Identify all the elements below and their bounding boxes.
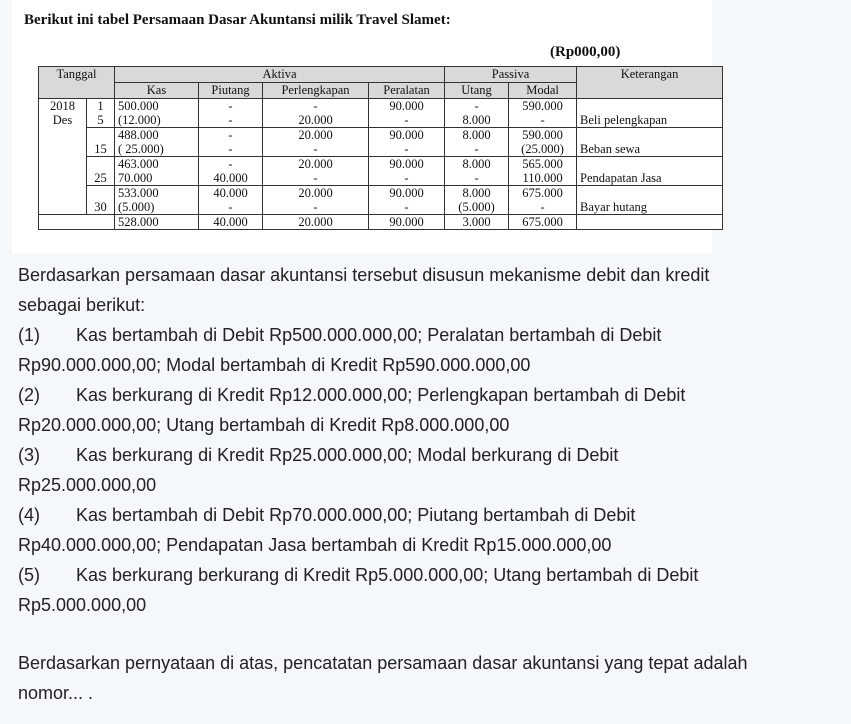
- utang-cell: 8.000: [462, 157, 491, 171]
- modal-cell: 110.000: [522, 171, 563, 185]
- utang-cell: 8.000: [462, 113, 491, 127]
- peralatan-cell: -: [404, 200, 409, 214]
- perlengkapan-cell: -: [313, 99, 318, 113]
- kas-cell: 70.000: [118, 171, 153, 185]
- keterangan-cell: Beli pelengkapan: [577, 99, 723, 128]
- piutang-cell: -: [228, 142, 233, 156]
- table-intro: Berikut ini tabel Persamaan Dasar Akuntansi milik Travel Slamet:: [24, 12, 451, 28]
- perlengkapan-cell: -: [313, 200, 318, 214]
- piutang-cell: -: [228, 200, 233, 214]
- piutang-cell: -: [228, 128, 233, 142]
- piutang-cell: -: [228, 113, 233, 127]
- perlengkapan-cell: 20.000: [298, 128, 333, 142]
- modal-cell: 590.000: [522, 128, 563, 142]
- header-peralatan: Peralatan: [369, 83, 445, 99]
- table-row: [39, 186, 723, 215]
- totals-row: [39, 215, 723, 230]
- perlengkapan-cell: 20.000: [298, 186, 333, 200]
- piutang-cell: 40.000: [213, 186, 248, 200]
- lead-line: sebagai berikut:: [18, 295, 146, 315]
- statement-item: [18, 380, 838, 440]
- statement-text: Kas bertambah di Debit Rp500.000.000,00; Peralatan bertambah di Debit: [76, 325, 662, 345]
- kas-cell: (12.000): [118, 113, 161, 127]
- header-piutang: Piutang: [199, 83, 263, 99]
- statement-text: Kas berkurang di Kredit Rp25.000.000,00; Modal berkurang di Debit: [76, 445, 619, 465]
- statement-item: [18, 320, 838, 380]
- modal-cell: 675.000: [522, 186, 563, 200]
- utang-cell: -: [474, 171, 479, 185]
- keterangan-cell: Pendapatan Jasa: [577, 157, 723, 186]
- statement-item: [18, 440, 838, 500]
- modal-cell: 590.000: [522, 99, 563, 113]
- total-utang: 3.000: [445, 215, 509, 230]
- modal-cell: 565.000: [522, 157, 563, 171]
- peralatan-cell: 90.000: [389, 186, 424, 200]
- keterangan-cell: Bayar hutang: [577, 186, 723, 215]
- perlengkapan-cell: 20.000: [298, 113, 333, 127]
- utang-cell: 8.000: [462, 128, 491, 142]
- question-lead: [18, 260, 838, 320]
- perlengkapan-cell: -: [313, 171, 318, 185]
- day-cell: 25: [87, 157, 115, 186]
- perlengkapan-cell: 20.000: [298, 157, 333, 171]
- modal-cell: -: [540, 113, 545, 127]
- peralatan-cell: 90.000: [389, 128, 424, 142]
- kas-cell: ( 25.000): [118, 142, 164, 156]
- day-cell: 15: [87, 128, 115, 157]
- year-cell: 2018: [50, 99, 75, 113]
- statement-text: Rp40.000.000,00; Pendapatan Jasa bertambah di Kredit Rp15.000.000,00: [18, 535, 612, 555]
- total-modal: 675.000: [509, 215, 577, 230]
- modal-cell: -: [540, 200, 545, 214]
- statement-number: (3): [18, 445, 40, 465]
- table-row: [39, 99, 723, 128]
- kas-cell: 463.000: [118, 157, 159, 171]
- statement-number: (5): [18, 565, 40, 585]
- currency-unit: (Rp000,00): [550, 44, 621, 60]
- kas-cell: 500.000: [118, 99, 159, 113]
- table-row: [39, 157, 723, 186]
- statement-text: Kas bertambah di Debit Rp70.000.000,00; Piutang bertambah di Debit: [76, 505, 636, 525]
- piutang-cell: -: [228, 157, 233, 171]
- piutang-cell: -: [228, 99, 233, 113]
- kas-cell: (5.000): [118, 200, 155, 214]
- closing-line: Berdasarkan pernyataan di atas, pencatatan persamaan dasar akuntansi yang tepat adalah: [18, 653, 748, 673]
- modal-cell: (25.000): [521, 142, 564, 156]
- statement-text: Rp90.000.000,00; Modal bertambah di Kredit Rp590.000.000,00: [18, 355, 531, 375]
- statement-number: (1): [18, 325, 40, 345]
- day-cell: 30: [87, 186, 115, 215]
- kas-cell: 533.000: [118, 186, 159, 200]
- closing-line: nomor... .: [18, 683, 94, 703]
- table-row: [39, 128, 723, 157]
- statement-text: Rp5.000.000,00: [18, 595, 147, 615]
- total-piutang: 40.000: [199, 215, 263, 230]
- peralatan-cell: 90.000: [389, 157, 424, 171]
- statement-number: (4): [18, 505, 40, 525]
- lead-line: Berdasarkan persamaan dasar akuntansi tersebut disusun mekanisme debit dan kredit: [18, 265, 710, 285]
- statement-text: Rp25.000.000,00: [18, 475, 157, 495]
- statement-text: Kas berkurang berkurang di Kredit Rp5.000.000,00; Utang bertambah di Debit: [76, 565, 699, 585]
- statement-list: [18, 320, 838, 620]
- peralatan-cell: 90.000: [389, 99, 424, 113]
- header-modal: Modal: [509, 83, 577, 99]
- header-utang: Utang: [445, 83, 509, 99]
- total-kas: 528.000: [115, 215, 199, 230]
- piutang-cell: 40.000: [213, 171, 248, 185]
- peralatan-cell: -: [404, 113, 409, 127]
- header-tanggal: Tanggal: [39, 67, 115, 99]
- statement-item: [18, 500, 838, 560]
- day-cell: 5: [97, 113, 104, 127]
- total-perlengkapan: 20.000: [263, 215, 369, 230]
- statement-text: Kas berkurang di Kredit Rp12.000.000,00; Perlengkapan bertambah di Debit: [76, 385, 686, 405]
- header-kas: Kas: [115, 83, 199, 99]
- question-closing: [18, 648, 838, 708]
- header-passiva: Passiva: [445, 67, 577, 83]
- total-peralatan: 90.000: [369, 215, 445, 230]
- kas-cell: 488.000: [118, 128, 159, 142]
- utang-cell: -: [474, 142, 479, 156]
- statement-text: Rp20.000.000,00; Utang bertambah di Kredit Rp8.000.000,00: [18, 415, 510, 435]
- perlengkapan-cell: -: [313, 142, 318, 156]
- utang-cell: 8.000: [462, 186, 491, 200]
- utang-cell: -: [474, 99, 479, 113]
- peralatan-cell: -: [404, 171, 409, 185]
- header-aktiva: Aktiva: [115, 67, 445, 83]
- month-cell: Des: [52, 113, 73, 127]
- statement-number: (2): [18, 385, 40, 405]
- peralatan-cell: -: [404, 142, 409, 156]
- ledger-image: [12, 0, 712, 254]
- day-cell: 1: [97, 99, 104, 113]
- header-perlengkapan: Perlengkapan: [263, 83, 369, 99]
- header-keterangan: Keterangan: [577, 67, 723, 99]
- statement-item: [18, 560, 838, 620]
- utang-cell: (5.000): [458, 200, 495, 214]
- accounting-equation-table: [38, 66, 723, 230]
- keterangan-cell: Beban sewa: [577, 128, 723, 157]
